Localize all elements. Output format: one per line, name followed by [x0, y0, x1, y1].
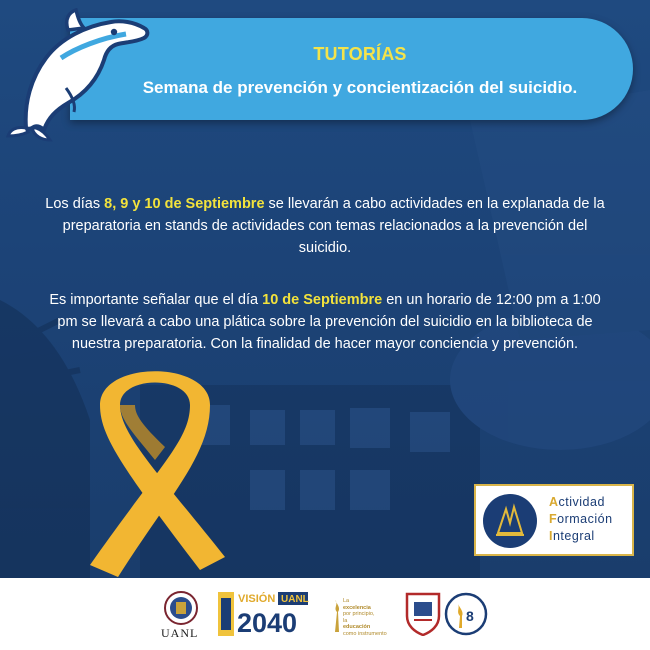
highlight-dates: 8, 9 y 10 de Septiembre: [104, 196, 265, 212]
uanl-label: UANL: [161, 626, 199, 640]
excelencia-motto: [343, 598, 391, 637]
motto-line: La: [343, 598, 350, 604]
afi-word: ctividad: [558, 495, 605, 509]
awareness-ribbon-icon: [80, 365, 230, 578]
motto-line: como instrumento: [343, 630, 387, 637]
uanl-seal-icon: [163, 590, 199, 628]
paragraph-text: en un horario de 12:00 pm a 1:00 pm se llevará a cabo una plática sobre la prevención del suicidio en la biblioteca de nuestra preparatoria. Con la finalidad de hacer mayor conciencia y prevención.: [57, 292, 601, 352]
info-paragraph-dates: [45, 193, 605, 259]
page-subtitle: Semana de prevención y concientización del suicidio.: [142, 78, 578, 97]
afi-text: [549, 494, 613, 545]
afi-word: ormación: [557, 512, 613, 526]
footer-logos: [0, 578, 650, 650]
motto-line: educación: [343, 624, 371, 630]
paragraph-text: Los días: [45, 196, 105, 212]
afi-initial: I: [549, 529, 553, 543]
prepa-number: 8: [466, 608, 474, 624]
paragraph-text: Es importante señalar que el día: [49, 292, 263, 308]
afi-initial: A: [549, 495, 559, 509]
prepa-shield-icon: [405, 590, 441, 636]
motto-line: por principio,: [343, 611, 375, 617]
info-paragraph-talk: [45, 289, 605, 355]
vision-year-text: 2040: [237, 608, 298, 638]
afi-initial: F: [549, 512, 558, 526]
dolphin-mascot-icon: [6, 8, 156, 143]
motto-line: la: [343, 617, 348, 624]
highlight-date: 10 de Septiembre: [262, 292, 383, 308]
prepa-8-seal-icon: [444, 590, 488, 638]
vision-top-text: VISIÓN: [238, 593, 276, 605]
afi-badge: [474, 484, 634, 556]
page-title: TUTORÍAS: [313, 44, 407, 64]
vision-uanl-text: UANL: [281, 594, 309, 605]
motto-line: excelencia: [343, 604, 371, 611]
afi-logo-icon: [482, 493, 538, 549]
paragraph-text: se llevarán a cabo actividades en la explanada de la preparatoria en stands de actividades con temas relacionados a la prevención del suicidio.: [62, 196, 605, 256]
afi-word: ntegral: [552, 529, 595, 543]
vision-uanl-2040-logo: [218, 588, 310, 640]
